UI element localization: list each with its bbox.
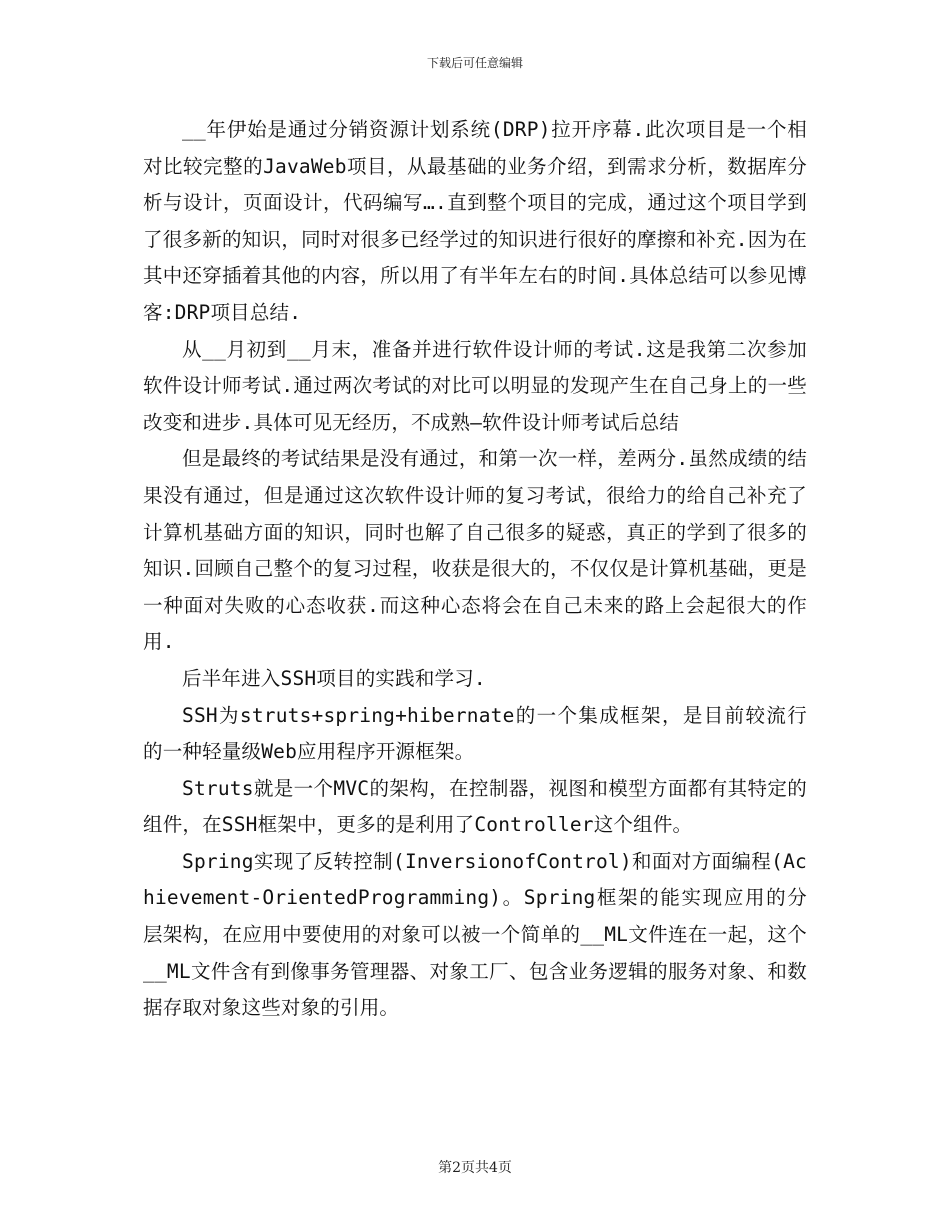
- page-footer: 第2页共4页: [438, 1160, 512, 1176]
- paragraph-ssh-intro: 后半年进入SSH项目的实践和学习.: [182, 666, 486, 690]
- paragraph-spring: Spring实现了反转控制(InversionofControl)和面对方面编程(Achievement-OrientedProgramming)。Spring框架的能实现应用的分层架构，在应用中要使用的对象可以被一个简单的__ML文件连在一起，这个__ML文件含有到像事务管理器、对象工厂、包含业务逻辑的服务对象、和数据存取对象这些对象的引用。: [143, 849, 807, 1020]
- page-header: 下载后可任意编辑: [426, 56, 523, 70]
- paragraph-drp-project: __年伊始是通过分销资源计划系统(DRP)拉开序幕.此次项目是一个相对比较完整的JavaWeb项目，从最基础的业务介绍，到需求分析，数据库分析与设计，页面设计，代码编写….直到整个项目的完成，通过这个项目学到了很多新的知识，同时对很多已经学过的知识进行很好的摩擦和补充.因为在其中还穿插着其他的内容，所以用了有半年左右的时间.具体总结可以参见博客:DRP项目总结.: [143, 118, 807, 324]
- paragraph-exam-result: 但是最终的考试结果是没有通过，和第一次一样，差两分.虽然成绩的结果没有通过，但是通过这次软件设计师的复习考试，很给力的给自己补充了计算机基础方面的知识，同时也解了自己很多的疑惑，真正的学到了很多的知识.回顾自己整个的复习过程，收获是很大的，不仅仅是计算机基础，更是一种面对失败的心态收获.而这种心态将会在自己未来的路上会起很大的作用.: [143, 447, 807, 654]
- paragraph-software-designer-exam: 从__月初到__月末，准备并进行软件设计师的考试.这是我第二次参加软件设计师考试.通过两次考试的对比可以明显的发现产生在自己身上的一些改变和进步.具体可见无经历，不成熟—软件设计师考试后总结: [143, 337, 807, 434]
- paragraph-ssh-definition: SSH为struts+spring+hibernate的一个集成框架，是目前较流行的一种轻量级Web应用程序开源框架。: [143, 703, 807, 764]
- document-body: [143, 112, 807, 1027]
- paragraph-struts: Struts就是一个MVC的架构，在控制器，视图和模型方面都有其特定的组件，在SSH框架中，更多的是利用了Controller这个组件。: [143, 776, 807, 837]
